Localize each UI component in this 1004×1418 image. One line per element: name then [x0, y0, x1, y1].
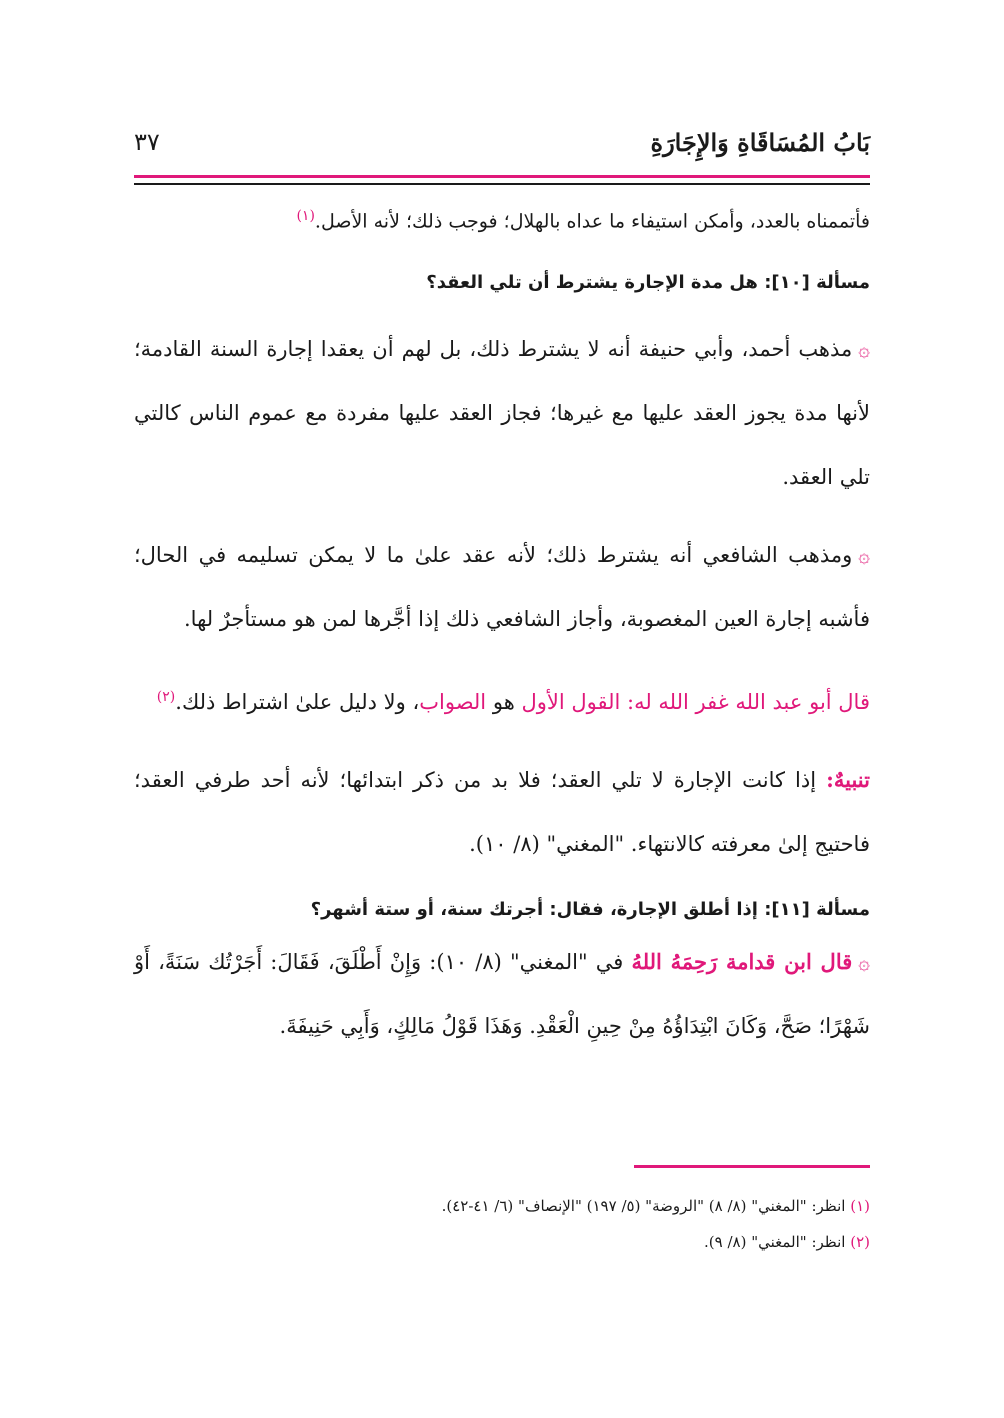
footnote-2 — [134, 1224, 870, 1260]
paragraph-ahmad — [134, 317, 870, 509]
plain-text: هو — [492, 690, 515, 715]
author-attribution: قال أبو عبد الله غفر الله له: — [627, 690, 870, 715]
question-text: هل مدة الإجارة يشترط أن تلي العقد؟ — [426, 272, 758, 294]
quote-attribution: قال ابن قدامة رَحِمَهُ اللهُ — [631, 949, 853, 975]
plain-text: ، ولا دليل علىٰ اشتراط ذلك. — [175, 690, 420, 715]
paragraph-text: إذا كانت الإجارة لا تلي العقد؛ فلا بد من ذكر ابتدائها؛ لأنه أحد طرفي العقد؛ فاحتيج إلىٰ معرفته كالانتهاء. "المغني" (٨/ ١٠). — [134, 768, 870, 857]
question-heading-11 — [134, 890, 870, 930]
footnote-text: انظر: "المغني" (٨/ ٩). — [704, 1233, 846, 1251]
paragraph-ibn-qudama — [134, 930, 870, 1058]
footnote-separator — [634, 1165, 870, 1168]
paragraph-note — [134, 748, 870, 876]
paragraph-shafii — [134, 523, 870, 651]
running-header — [134, 128, 870, 168]
footnotes — [134, 1188, 870, 1260]
footnote-1 — [134, 1188, 870, 1224]
chapter-title: بَابُ المُسَاقَاةِ وَالإِجَارَةِ — [650, 128, 870, 157]
header-rule-pink — [134, 175, 870, 178]
paragraph-author-opinion — [134, 665, 870, 734]
paragraph-text: فأتممناه بالعدد، وأمكن استيفاء ما عداه بالهلال؛ فوجب ذلك؛ لأنه الأصل. — [314, 210, 870, 233]
first-opinion: القول الأول — [521, 690, 621, 715]
paragraph-text: مذهب أحمد، وأبي حنيفة أنه لا يشترط ذلك، بل لهم أن يعقدا إجارة السنة القادمة؛ لأنها مدة يجوز العقد عليها مع غيرها؛ فجاز العقد عليها مفردة مع عموم الناس كالتي تلي العقد. — [134, 337, 870, 490]
header-rule-black — [134, 183, 870, 185]
note-label: تنبيهٌ: — [826, 767, 870, 793]
page-number: ٣٧ — [134, 128, 160, 156]
flower-bullet-icon: ۞ — [858, 337, 870, 362]
correct-label: الصواب — [419, 690, 487, 715]
footnote-ref-1: (١) — [296, 208, 315, 224]
footnote-ref-2: (٢) — [156, 689, 176, 706]
paragraph-continuation — [134, 196, 870, 241]
question-label: مسألة [١١]: — [764, 899, 870, 921]
flower-bullet-icon: ۞ — [858, 950, 870, 975]
question-label: مسألة [١٠]: — [764, 272, 870, 294]
footnote-text: انظر: "المغني" (٨/ ٨) "الروضة" (٥/ ١٩٧) "الإنصاف" (٦/ ٤١-٤٢). — [441, 1197, 846, 1215]
paragraph-text: في "المغني" (٨/ ١٠): وَإِنْ أَطْلَقَ، فَقَالَ: أَجَرْتُك سَنَةً، أَوْ شَهْرًا؛ صَحَّ، وَكَانَ ابْتِدَاؤُهُ مِنْ حِينِ الْعَقْدِ. وَهَذَا قَوْلُ مَالِكٍ، وَأَبِي حَنِيفَةَ. — [134, 950, 870, 1039]
question-text: إذا أطلق الإجارة، فقال: أجرتك سنة، أو ستة أشهر؟ — [310, 899, 758, 921]
flower-bullet-icon: ۞ — [858, 543, 870, 568]
main-text — [134, 196, 870, 1058]
question-heading-10 — [134, 263, 870, 303]
paragraph-text: ومذهب الشافعي أنه يشترط ذلك؛ لأنه عقد علىٰ ما لا يمكن تسليمه في الحال؛ فأشبه إجارة العين المغصوبة، وأجاز الشافعي ذلك إذا أجَّرها لمن هو مستأجرٌ لها. — [134, 543, 870, 632]
footnote-number: (٢) — [850, 1233, 870, 1251]
footnote-number: (١) — [850, 1197, 870, 1215]
